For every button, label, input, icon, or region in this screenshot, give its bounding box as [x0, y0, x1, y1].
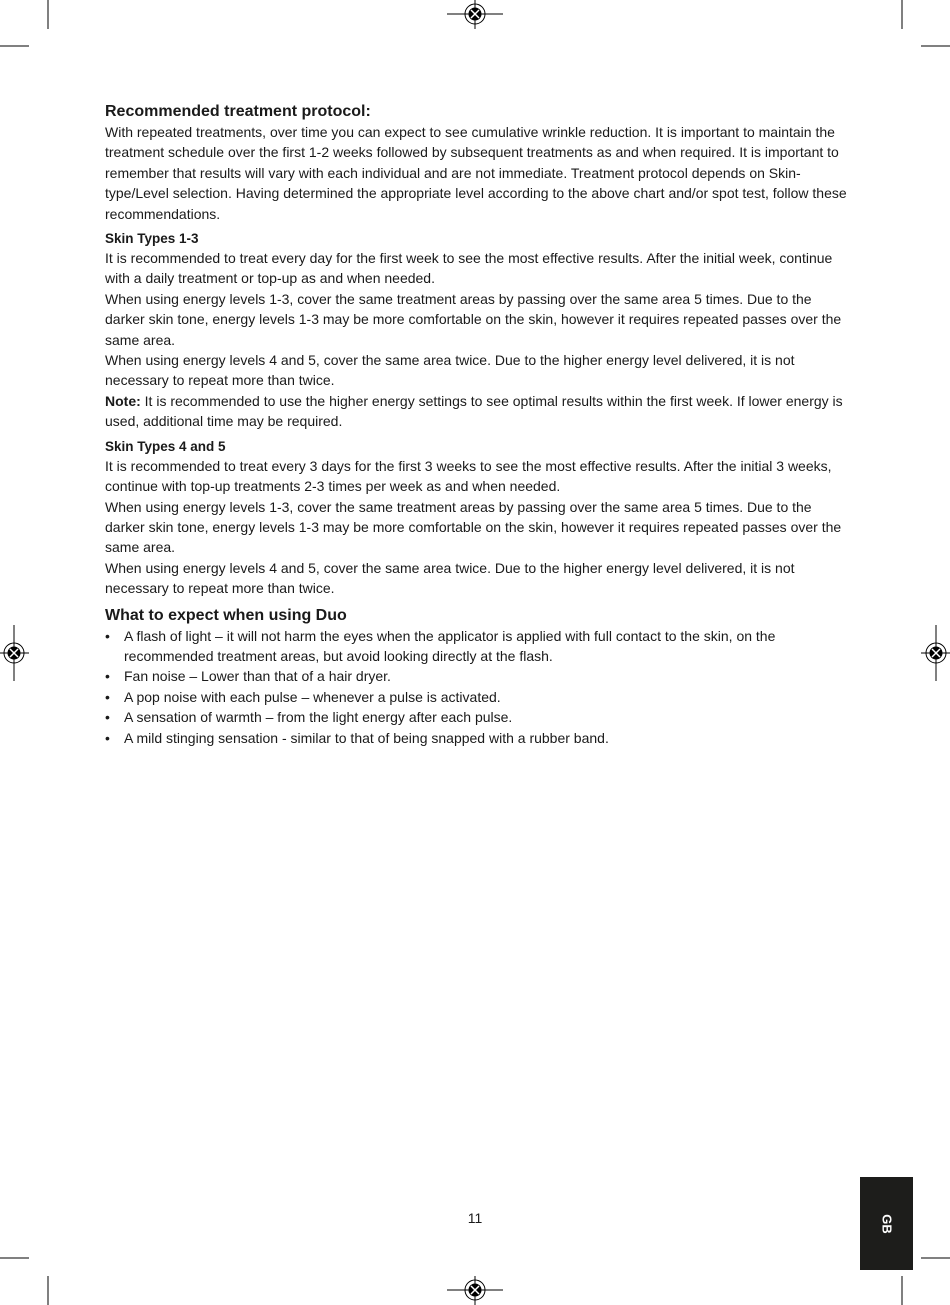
- list-item-text: A sensation of warmth – from the light energy after each pulse.: [124, 709, 513, 726]
- list-item: [105, 687, 850, 707]
- expectations-list: [105, 626, 850, 748]
- note-text: It is recommended to use the higher energy settings to see optimal results within the first week. If lower energy is used, additional time may be required.: [105, 392, 843, 430]
- subheading-skin-types-4-5: Skin Types 4 and 5: [105, 438, 226, 454]
- registration-mark-bottom: [447, 1276, 503, 1305]
- list-item-text: A flash of light – it will not harm the eyes when the applicator is applied with full contact to the skin, on the recommended treatment areas, but avoid looking directly at the flash.: [124, 627, 776, 664]
- language-tab: [860, 1177, 913, 1270]
- document-body: [105, 101, 850, 748]
- registration-mark-left: [0, 625, 29, 681]
- bullet-icon: •: [105, 688, 110, 705]
- list-item: [105, 666, 850, 686]
- skin13-paragraph-2: When using energy levels 1-3, cover the same treatment areas by passing over the same area 5 times. Due to the darker skin tone, energy levels 1-3 may be more comfortable on the skin, however it requires repeated passes over the same area.: [105, 290, 842, 348]
- skin45-paragraph-3: When using energy levels 4 and 5, cover the same area twice. Due to the higher energy level delivered, it is not necessary to repeat more than twice.: [105, 559, 795, 597]
- list-item: [105, 626, 850, 667]
- registration-mark-top: [447, 0, 503, 29]
- intro-paragraph: With repeated treatments, over time you can expect to see cumulative wrinkle reduction. It is important to maintain the treatment schedule over the first 1-2 weeks followed by subsequent treatments as and when required. It is important to remember that results will vary with each individual and are not immediate. Treatment protocol depends on Skin-type/Level selection. Having determined the appropriate level according to the above chart and/or spot test, follow these recommendations.: [105, 124, 847, 222]
- subheading-skin-types-1-3: Skin Types 1-3: [105, 231, 199, 247]
- list-item: [105, 728, 850, 748]
- skin45-paragraph-2: When using energy levels 1-3, cover the same treatment areas by passing over the same area 5 times. Due to the darker skin tone, energy levels 1-3 may be more comfortable on the skin, however it requires repeated passes over the same area.: [105, 498, 842, 556]
- skin45-paragraph-1: It is recommended to treat every 3 days for the first 3 weeks to see the most effective results. After the initial 3 weeks, continue with top-up treatments 2-3 times per week as and when needed.: [105, 457, 832, 495]
- bullet-icon: •: [105, 709, 110, 726]
- list-item: [105, 707, 850, 727]
- list-item-text: A pop noise with each pulse – whenever a pulse is activated.: [124, 688, 501, 705]
- list-item-text: Fan noise – Lower than that of a hair dryer.: [124, 668, 391, 685]
- language-tab-label: GB: [879, 1213, 894, 1234]
- note-label: Note:: [105, 392, 141, 409]
- list-item-text: A mild stinging sensation - similar to that of being snapped with a rubber band.: [124, 729, 609, 746]
- bullet-icon: •: [105, 729, 110, 746]
- page-number: 11: [467, 1210, 483, 1226]
- bullet-icon: •: [105, 627, 110, 644]
- skin13-paragraph-1: It is recommended to treat every day for the first week to see the most effective results. After the initial week, continue with a daily treatment or top-up as and when needed.: [105, 250, 833, 287]
- skin13-note: [105, 391, 850, 432]
- section-heading-what-to-expect: What to expect when using Duo: [105, 606, 347, 624]
- registration-mark-right: [921, 625, 950, 681]
- skin13-paragraph-3: When using energy levels 4 and 5, cover the same area twice. Due to the higher energy level delivered, it is not necessary to repeat more than twice.: [105, 352, 795, 389]
- section-heading-treatment-protocol: Recommended treatment protocol:: [105, 103, 371, 120]
- bullet-icon: •: [105, 668, 110, 685]
